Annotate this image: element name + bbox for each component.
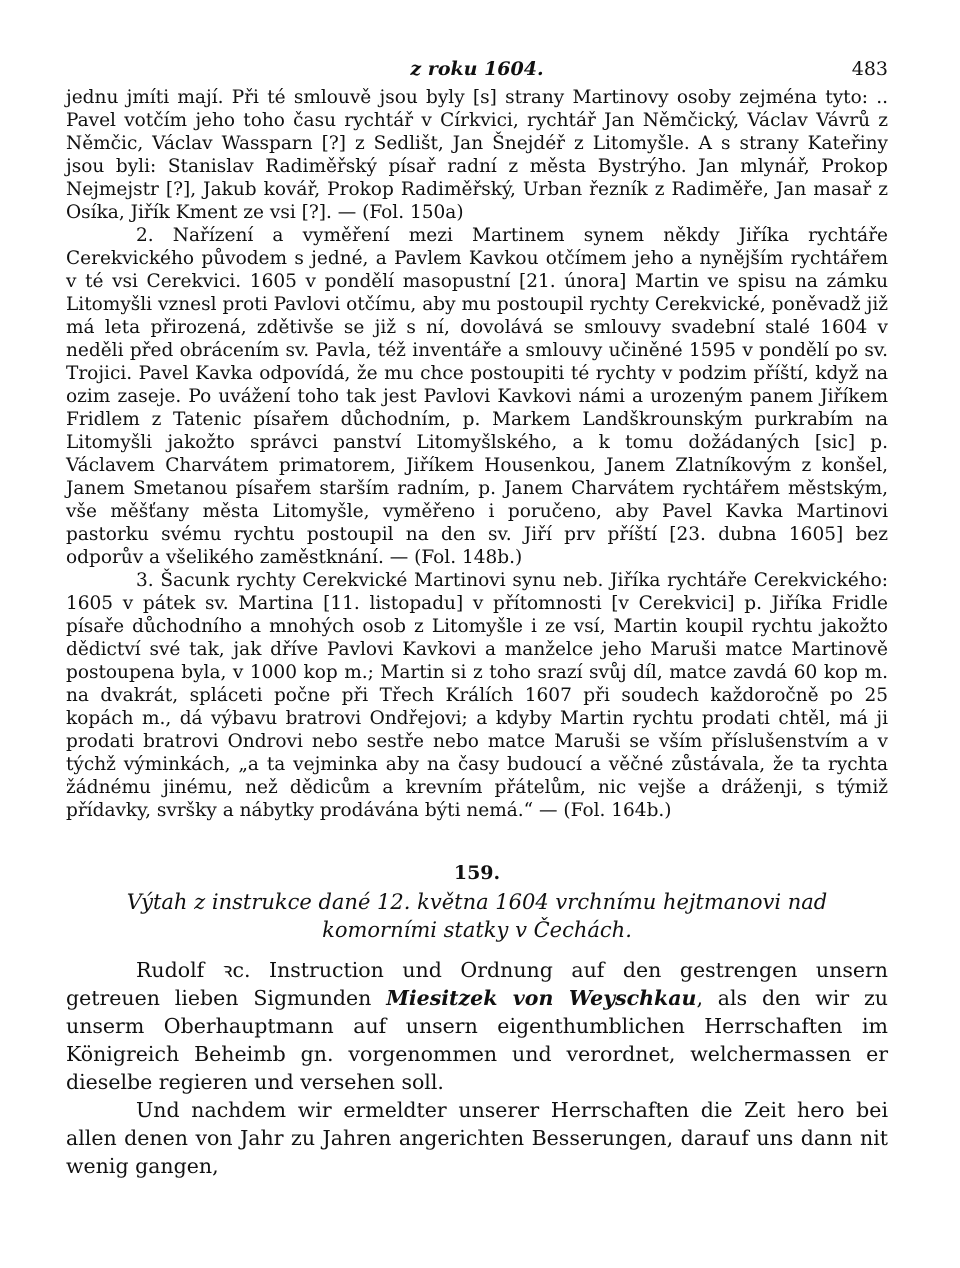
person-name: Miesitzek von Weyschkau — [386, 986, 697, 1010]
running-header — [66, 46, 888, 86]
german-p1-start: Rudolf ꝛc. Instruction und Ordnung auf den gestrengen unsern getreuen lieben Sigmunden — [66, 958, 888, 1010]
continued-paragraph: jednu jmíti mají. Při té smlouvě jsou byly [s] strany Martinovy osoby zejména tyto: .. Pavel votčím jeho toho času rychtář v Církvici, rychtář Jan Němčický, Václav Vávrů z Němčic, Václav Wassparn [?] z Sedlišt, Jan Šnejdéř z Litomyšle. A s strany Kateřiny jsou byli: Stanislav Radiměřský písař radní z města Bystrýho. Jan mlynář, Prokop Nejmejstr [?], Jakub kovář, Prokop Radiměřský, Urban řezník z Radiměře, Jan masař z Osíka, Jiřík Kment ze vsi [?]. — (Fol. 150a) — [66, 87, 888, 223]
item-3-number: 3. — [136, 570, 161, 591]
item-3-text: Šacunk rychty Cerekvické Martinovi synu neb. Jiříka rychtáře Cerekvického: 1605 v pátek sv. Martina [11. listopadu] v přítomnosti [v Cerekvici] p. Jiříka Fridle písaře důchodního a mnohých osob z Litomyšle i ze vsí, Martin koupil rychtu jakožto dědictví své tak, jak dříve Pavlovi Kavkovi a manželce jeho Maruši matce Martinově postoupena byla, v 1000 kop m.; Martin si z toho srazí svůj díl, matce zavdá 60 kop m. na dvakrát, spláceti počne při Třech Králích 1607 při soudech každoročně po 25 kopách m., dá výbavu bratrovi Ondřejovi; a kdyby Martin rychtu prodati chtěl, má ji prodati bratrovi Ondrovi nebo sestře nebo matce Maruši se vším příslušenstvím a v týchž výminkách, „a ta vejminka aby na časy budoucí a věčné zůstávala, že ta rychta žádnému jinému, než dědicům a krevním přátelům, nic vejše a dráženji, s týmiž přídavky, svršky a nábytky prodávána býti nemá.“ — (Fol. 164b.) — [66, 570, 888, 821]
german-paragraph-1 — [66, 956, 888, 1096]
german-p1-end: , als den wir zu unserm Oberhauptmann auf unsern eigenthumblichen Herrschaften im Königreich Beheimb gn. vorgenommen und verordnet, welchermassen er dieselbe regieren und versehen soll. — [66, 986, 888, 1094]
item-2-text: Nařízení a vyměření mezi Martinem synem někdy Jiříka rychtáře Cerekvického původem s jedné, a Pavlem Kavkou otčímem jeho a nynějším rychtářem v té vsi Cerekvici. 1605 v pondělí masopustní [21. února] Martin ve spisu na zámku Litomyšli vznesl proti Pavlovi otčímu, aby mu postoupil rychty Cerekvické, poněvadž již má leta přirozená, zdětivše se již s ní, dovolává se smlouvy svadební stalé 1604 v neděli před obrácením sv. Pavla, též inventáře a smlouvy učiněné 1595 v pondělí po sv. Trojici. Pavel Kavka odpovídá, že mu chce postoupiti té rychty v podzim příští, když na ozim zaseje. Po uvážení toho tak jest Pavlovi Kavkovi námi a urozeným panem Jiříkem Fridlem z Tatenic písařem důchodním, p. Markem Landškrounským purkrabím na Litomyšli jakožto správci panství Litomyšlského, a k tomu dožádaných [sic] p. Václavem Charvátem primatorem, Jiříkem Housenkou, Janem Zlatníkovým z konšel, Janem Smetanou písařem starším radním, p. Janem Charvátem rychtářem městským, vše měšťany města Litomyšle, vyměřeno i poručeno, aby Pavel Kavka Martinovi pastorku svému rychtu postoupil na den sv. Jiří prv příští [23. dubna 1605] bez odporův a všelikého zaměstknání. — (Fol. 148b.) — [66, 225, 888, 568]
item-2-number: 2. — [136, 225, 173, 246]
document-number: 159. — [453, 862, 501, 884]
running-title: z roku 1604. — [410, 58, 544, 80]
german-paragraph-2: Und nachdem wir ermeldter unserer Herrschaften die Zeit hero bei allen denen von Jahr zu Jahren angerichten Besserungen, darauf uns dann nit wenig gangen, — [66, 1098, 888, 1178]
item-2-paragraph — [66, 224, 888, 569]
document-title: Výtah z instrukce dané 12. května 1604 vrchnímu hejtmanovi nad komorními statky v Čechách. — [126, 890, 828, 942]
item-3-paragraph — [66, 569, 888, 822]
page-number: 483 — [851, 58, 888, 80]
